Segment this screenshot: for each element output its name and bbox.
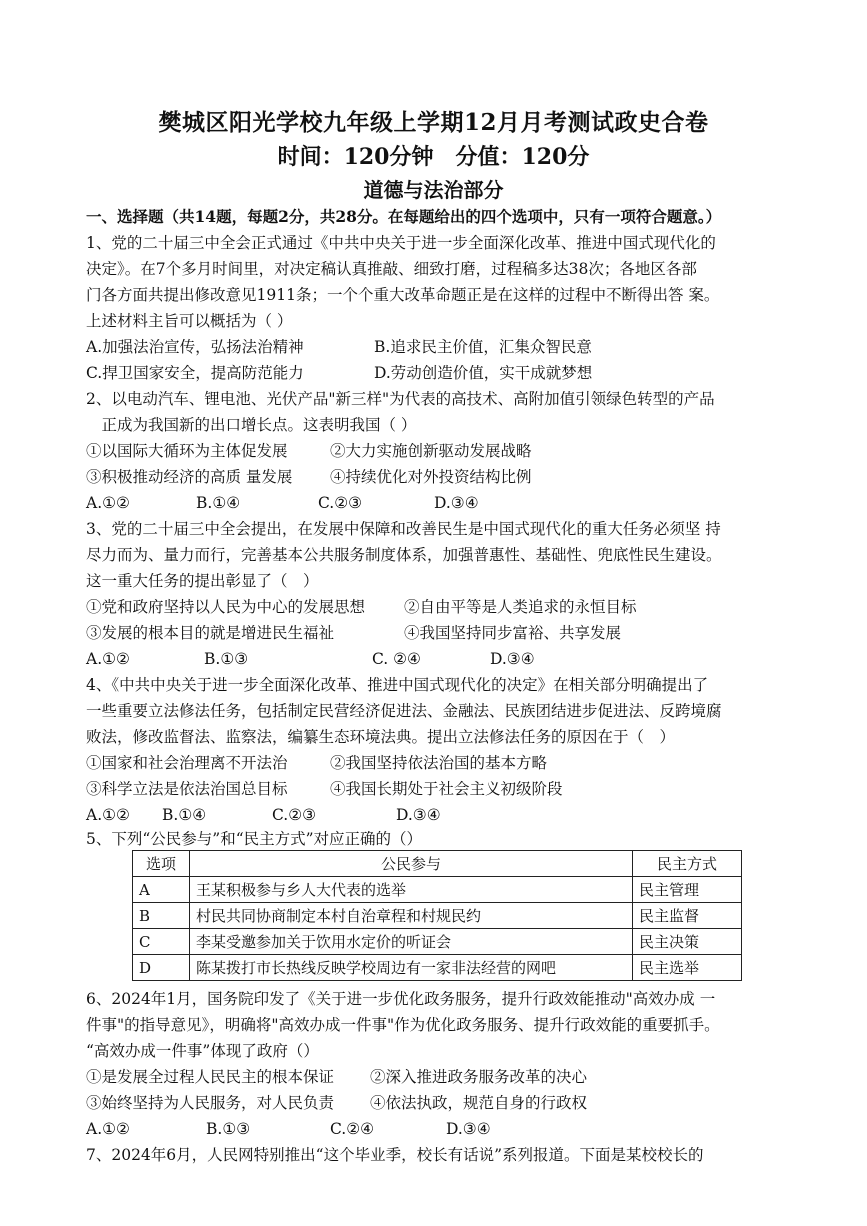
table-cell: 王某积极参与乡人大代表的选举	[190, 877, 633, 903]
q2-option-c: C.②③	[318, 494, 363, 512]
q4-statement-3: ③科学立法是依法治国总目标	[86, 780, 288, 798]
q6-option-a: A.①②	[86, 1120, 130, 1138]
section-title: 道德与法治部分	[363, 178, 504, 202]
q6-statement-3: ③始终坚持为人民服务，对人民负责	[86, 1094, 335, 1112]
q4-line-3: 败法，修改监督法、监察法，编纂生态环境法典。提出立法修法任务的原因在于（ ）	[86, 728, 676, 746]
table-header: 民主方式	[633, 851, 742, 877]
q3-option-a: A.①②	[86, 650, 130, 668]
q3-option-b: B.①③	[204, 650, 249, 668]
q6-statement-2: ②深入推进政务服务改革的决心	[370, 1068, 588, 1086]
q1-line-2: 决定》。在7个多月时间里，对决定稿认真推敲、细致打磨，过程稿多达38次；各地区各部	[86, 260, 697, 278]
table-row	[133, 929, 742, 955]
q3-line-1: 3、党的二十届三中全会提出，在发展中保障和改善民生是中国式现代化的重大任务必须坚 持	[86, 520, 721, 538]
q1-option-c: C.捍卫国家安全，提高防范能力	[86, 364, 304, 382]
q3-statement-3: ③发展的根本目的就是增进民生福祉	[86, 624, 335, 642]
table-cell: 李某受邀参加关于饮用水定价的听证会	[190, 929, 633, 955]
q4-option-b: B.①④	[162, 806, 207, 824]
table-header: 公民参与	[190, 851, 633, 877]
q2-option-b: B.①④	[196, 494, 241, 512]
exam-title: 樊城区阳光学校九年级上学期12月月考测试政史合卷	[158, 109, 709, 136]
q6-option-b: B.①③	[206, 1120, 251, 1138]
q3-option-c: C. ②④	[372, 650, 421, 668]
q1-option-a: A.加强法治宣传，弘扬法治精神	[86, 338, 304, 356]
q5-table	[132, 850, 742, 981]
q2-line-2: 正成为我国新的出口增长点。这表明我国（ ）	[86, 416, 417, 434]
q4-statement-4: ④我国长期处于社会主义初级阶段	[330, 780, 563, 798]
q2-statement-4: ④持续优化对外投资结构比例	[330, 468, 532, 486]
q3-statement-1: ①党和政府坚持以人民为中心的发展思想	[86, 598, 366, 616]
q6-statement-1: ①是发展全过程人民民主的根本保证	[86, 1068, 335, 1086]
table-cell: B	[133, 903, 190, 929]
table-cell: 陈某拨打市长热线反映学校周边有一家非法经营的网吧	[190, 955, 633, 981]
q5-line: 5、下列“公民参与”和“民主方式”对应正确的（）	[86, 830, 423, 848]
instructions: 一、选择题（共14题，每题2分，共28分。在每题给出的四个选项中，只有一项符合题意。）	[86, 207, 722, 226]
table-header: 选项	[133, 851, 190, 877]
table-cell: 民主监督	[633, 903, 742, 929]
table-cell: 村民共同协商制定本村自治章程和村规民约	[190, 903, 633, 929]
q2-option-a: A.①②	[86, 494, 130, 512]
q7-line: 7、2024年6月，人民网特别推出“这个毕业季，校长有话说”系列报道。下面是某校校长的	[86, 1146, 704, 1164]
q6-line-2: 件事"的指导意见》，明确将"高效办成一件事"作为优化政务服务、提升行政效能的重要抓手。	[86, 1016, 720, 1034]
table-cell: D	[133, 955, 190, 981]
q2-option-d: D.③④	[434, 494, 479, 512]
q6-line-3: “高效办成一件事”体现了政府（）	[86, 1042, 319, 1060]
q4-statement-2: ②我国坚持依法治国的基本方略	[330, 754, 548, 772]
q6-option-c: C.②④	[330, 1120, 375, 1138]
table-cell: A	[133, 877, 190, 903]
q4-option-a: A.①②	[86, 806, 130, 824]
time-score-line: 时间：120分钟 分值：120分	[277, 144, 590, 170]
q2-statement-2: ②大力实施创新驱动发展战略	[330, 442, 532, 460]
table-row	[133, 877, 742, 903]
q6-option-d: D.③④	[446, 1120, 491, 1138]
q1-option-b: B.追求民主价值，汇集众智民意	[374, 338, 592, 356]
q2-statement-1: ①以国际大循环为主体促发展	[86, 442, 288, 460]
q2-statement-3: ③积极推动经济的高质 量发展	[86, 468, 293, 486]
q1-line-3: 门各方面共提出修改意见1911条；一个个重大改革命题正是在这样的过程中不断得出答 案。	[86, 286, 720, 304]
q1-line-1: 1、党的二十届三中全会正式通过《中共中央关于进一步全面深化改革、推进中国式现代化的	[86, 234, 716, 252]
q4-line-2: 一些重要立法修法任务，包括制定民营经济促进法、金融法、民族团结进步促进法、反跨境腐	[86, 702, 722, 720]
q3-option-d: D.③④	[490, 650, 535, 668]
q4-option-c: C.②③	[272, 806, 317, 824]
q4-option-d: D.③④	[396, 806, 441, 824]
q3-line-3: 这一重大任务的提出彰显了（ ）	[86, 572, 319, 590]
q4-statement-1: ①国家和社会治理离不开法治	[86, 754, 288, 772]
q3-statement-4: ④我国坚持同步富裕、共享发展	[404, 624, 622, 642]
table-cell: 民主管理	[633, 877, 742, 903]
q6-statement-4: ④依法执政，规范自身的行政权	[370, 1094, 588, 1112]
table-cell: 民主选举	[633, 955, 742, 981]
q1-option-d: D.劳动创造价值，实干成就梦想	[374, 364, 593, 382]
q2-line-1: 2、以电动汽车、锂电池、光伏产品"新三样"为代表的高技术、高附加值引领绿色转型的产品	[86, 390, 715, 408]
q4-line-1: 4、《中共中央关于进一步全面深化改革、推进中国式现代化的决定》在相关部分明确提出了	[86, 676, 709, 694]
q1-line-4: 上述材料主旨可以概括为（ ）	[86, 312, 293, 330]
table-row	[133, 955, 742, 981]
table-row	[133, 903, 742, 929]
table-cell: C	[133, 929, 190, 955]
table-cell: 民主决策	[633, 929, 742, 955]
q3-line-2: 尽力而为、量力而行，完善基本公共服务制度体系，加强普惠性、基础性、兜底性民生建设。	[86, 546, 722, 564]
q3-statement-2: ②自由平等是人类追求的永恒目标	[404, 598, 637, 616]
q6-line-1: 6、2024年1月，国务院印发了《关于进一步优化政务服务，提升行政效能推动"高效办成 一	[86, 990, 716, 1008]
table-header-row	[133, 851, 742, 877]
